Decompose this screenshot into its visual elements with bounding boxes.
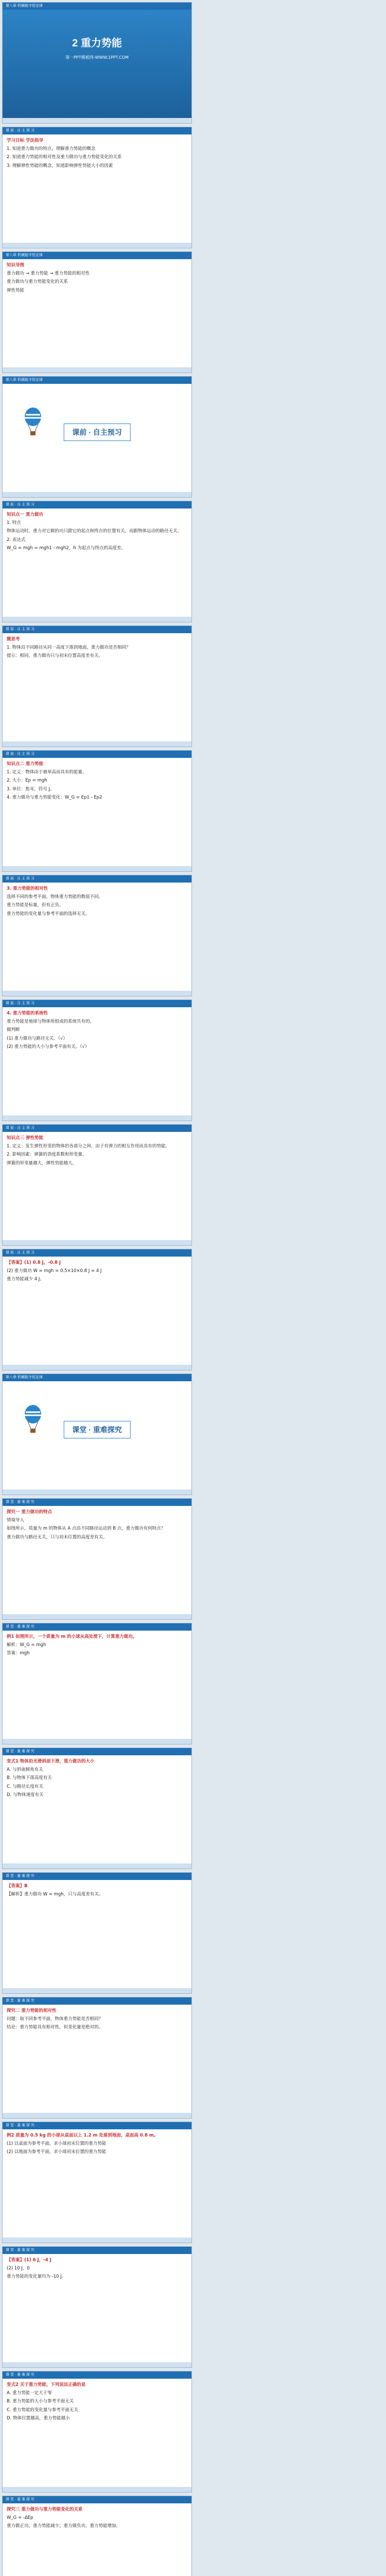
slide-text-line: 重力势能减少 4 J。 (7, 1277, 44, 1282)
slide-text-line: 例2 质量为 0.5 kg 的小球从桌面以上 1.2 m 处落到地面，桌面高 0.8 m。 (7, 2133, 159, 2138)
slide-body (3, 2005, 191, 2114)
slide-text-line: 重力势能是地球与物体所组成的系统共有的。 (7, 1019, 95, 1025)
slide-text-line: 重力做正功，重力势能减少；重力做负功，重力势能增加。 (7, 2523, 121, 2529)
slide-text-line: B. 重力势能的大小与参考平面无关 (7, 2399, 74, 2404)
slide-footer (3, 2362, 191, 2367)
slide-header-bar: 课 堂 · 重 难 探 究 (3, 1623, 191, 1631)
slide-text-line: 重力做功与路径无关，只与初末位置的高度差有关。 (7, 1534, 108, 1540)
slide-text-line: (1) 重力做功与路径无关。（√） (7, 1036, 67, 1041)
slide-body (3, 758, 191, 867)
slide-text-line: 问题：取不同参考平面，物体重力势能是否相同？ (7, 2016, 103, 2022)
slide-footer (3, 1489, 191, 1495)
slide-1 (2, 2, 192, 124)
slide-6 (2, 625, 192, 747)
slide-text-line: W_G = -ΔEp (7, 2515, 33, 2521)
slide-text-line: 变式2 关于重力势能，下列说法正确的是 (7, 2382, 86, 2387)
slide-header-bar: 课 前 · 自 主 预 习 (3, 875, 191, 883)
slide-16 (2, 1872, 192, 1994)
slide-header-bar: 第八章 机械能守恒定律 (3, 252, 191, 259)
slide-text-line: 1. 特点 (7, 520, 21, 526)
slide-body (3, 134, 191, 244)
slide-body (3, 1007, 191, 1116)
slide-text-line: 2. 表达式 (7, 537, 26, 543)
slide-footer (3, 367, 191, 372)
slide-text-line: D. 物体位置越高，重力势能越小 (7, 2415, 70, 2421)
slide-14 (2, 1623, 192, 1744)
slide-footer (3, 1863, 191, 1869)
slide-footer (3, 866, 191, 871)
slide-11 (2, 1249, 192, 1370)
slide-text-line: 提示：相同，重力做功只与初末位置高度差有关。 (7, 653, 103, 659)
slide-body (3, 2254, 191, 2363)
slide-text-line: 3. 理解弹性势能的概念，知道影响弹性势能大小的因素 (7, 163, 113, 168)
slide-footer (3, 2113, 191, 2118)
slide-body (3, 1506, 191, 1615)
slide-header-bar: 课 堂 · 重 难 探 究 (3, 2247, 191, 2254)
slide-text-line: 变式1 物体沿光滑斜面下滑，重力做功的大小 (7, 1759, 95, 1764)
slide-text-line: C. 与路径长度有关 (7, 1784, 43, 1789)
slide-text-line: 情境导入 (7, 1518, 25, 1523)
slide-text-line: 探究一 重力做功的特点 (7, 1510, 52, 1515)
slide-text-line: 弹簧的形变量越大，弹性势能越大。 (7, 1160, 77, 1166)
slide-text-line: A. 与斜面倾角有关 (7, 1767, 43, 1773)
slide-header-bar: 课 堂 · 重 难 探 究 (3, 2371, 191, 2379)
slide-footer (3, 1240, 191, 1245)
slide-header-bar: 课 堂 · 重 难 探 究 (3, 2122, 191, 2129)
slide-text-line: 结论：重力势能具有相对性，但变化量是绝对的。 (7, 2025, 103, 2030)
slide-header-bar: 课 堂 · 重 难 探 究 (3, 2496, 191, 2503)
slide-body (3, 509, 191, 618)
slide-body (3, 633, 191, 742)
slide-body (3, 883, 191, 992)
slide-footer (3, 1365, 191, 1370)
slide-footer (3, 2487, 191, 2492)
slide-text-line: (2) 重力势能的大小与参考平面有关。（√） (7, 1044, 90, 1049)
slide-text-line: 探究二 重力势能的相对性 (7, 2008, 57, 2013)
slide-7 (2, 750, 192, 872)
slide-footer (3, 1739, 191, 1744)
slide-text-line: A. 重力势能一定大于零 (7, 2391, 52, 2396)
slide-body (3, 1132, 191, 1241)
slide-header-bar: 课 前 · 自 主 预 习 (3, 626, 191, 633)
cover-title: 2 重力势能 (72, 38, 122, 49)
slide-text-line: 物体运动时，重力对它做的功只跟它的起点和终点的位置有关，而跟物体运动的路径无关。 (7, 529, 182, 534)
slide-2 (2, 127, 192, 248)
slide-header-bar: 第八章 机械能守恒定律 (3, 3, 191, 10)
slide-body (3, 1257, 191, 1366)
slide-body (3, 2129, 191, 2239)
slide-text-line: 【答案】(1) 0.8 J，-0.8 J (7, 1260, 61, 1265)
slide-header-bar: 课 堂 · 重 难 探 究 (3, 1997, 191, 2005)
slide-18 (2, 2122, 192, 2243)
slide-body (3, 259, 191, 368)
slide-text-line: 例1 如图所示，一个质量为 m 的小球从高处滑下，计算重力做功。 (7, 1634, 137, 1639)
slide-10 (2, 1124, 192, 1246)
slide-text-line: 1. 定义：发生弹性形变的物体的各部分之间，由于有弹力的相互作用而具有的势能。 (7, 1144, 170, 1149)
slide-footer (3, 617, 191, 622)
slide-body (3, 2379, 191, 2488)
slide-header-bar: 课 前 · 自 主 预 习 (3, 501, 191, 509)
slide-3 (2, 251, 192, 373)
slide-21 (2, 2496, 192, 2576)
slide-text-line: 微判断 (7, 1027, 20, 1033)
slide-header-bar: 课 前 · 自 主 预 习 (3, 127, 191, 134)
slide-footer (3, 1988, 191, 1993)
slide-text-line: 如图所示，质量为 m 的物体从 A 点沿不同路径运动到 B 点，重力做功有何特点？ (7, 1526, 166, 1532)
slide-text-line: D. 与物体速度有关 (7, 1792, 44, 1798)
slide-5 (2, 501, 192, 622)
slide-text-line: (2) 以地面为参考平面，求小球初末位置的重力势能 (7, 2149, 107, 2155)
slide-4 (2, 376, 192, 498)
balloon-icon (23, 1405, 43, 1436)
slide-header-bar: 课 前 · 自 主 预 习 (3, 1249, 191, 1257)
slide-text-line: 【答案】(1) 6 J，-4 J (7, 2258, 51, 2263)
slide-footer (3, 118, 191, 123)
slide-text-line: 弹性势能 (7, 287, 25, 293)
slide-20 (2, 2371, 192, 2493)
slide-header-bar: 课 前 · 自 主 预 习 (3, 751, 191, 758)
slide-header-bar: 课 堂 · 重 难 探 究 (3, 1873, 191, 1880)
section-title: 课堂 · 重难探究 (63, 1421, 130, 1438)
slide-text-line: 3. 单位：焦耳，符号 J。 (7, 786, 55, 792)
slide-header-bar: 课 前 · 自 主 预 习 (3, 1125, 191, 1132)
slide-text-line: 学习目标 学法指导 (7, 138, 43, 143)
slide-text-line: 【答案】B (7, 1884, 28, 1889)
slide-text-line: 重力势能的变化量与参考平面的选择无关。 (7, 911, 90, 917)
slide-header-bar: 第八章 机械能守恒定律 (3, 1374, 191, 1381)
slide-header-bar: 课 前 · 自 主 预 习 (3, 1000, 191, 1007)
slide-footer (3, 492, 191, 497)
slide-text-line: 答案：mgh (7, 1651, 30, 1656)
slide-text-line: 1. 知道重力做功的特点，理解重力势能的概念 (7, 146, 96, 152)
slide-19 (2, 2246, 192, 2368)
slide-text-line: W_G = mgh = mgh1 - mgh2，h 为起点与终点的高度差。 (7, 545, 126, 551)
slide-text-line: (1) 以桌面为参考平面，求小球初末位置的重力势能 (7, 2141, 107, 2147)
slide-17 (2, 1997, 192, 2119)
slide-footer (3, 741, 191, 747)
slide-footer (3, 1614, 191, 1619)
slide-body (3, 2503, 191, 2576)
slide-13 (2, 1498, 192, 1620)
slide-header-bar: 课 堂 · 重 难 探 究 (3, 1499, 191, 1506)
slide-text-line: 重力做功 → 重力势能 → 重力势能的相对性 (7, 271, 90, 277)
slide-text-line: 选择不同的参考平面，物体重力势能的数值不同。 (7, 894, 103, 900)
slide-footer (3, 243, 191, 248)
slide-text-line: 4. 重力做功与重力势能变化：W_G = Ep1 - Ep2 (7, 794, 102, 800)
slide-text-line: 3. 重力势能的相对性 (7, 886, 48, 891)
slide-text-line: 知识点三 弹性势能 (7, 1136, 43, 1141)
slide-text-line: 微思考 (7, 637, 20, 642)
slide-text-line: 2. 大小：Ep = mgh (7, 778, 47, 784)
slide-text-line: 1. 定义：物体由于被举高而具有的能量。 (7, 770, 87, 775)
slide-text-line: 知识点一 重力做功 (7, 512, 43, 517)
slide-header-bar: 第八章 机械能守恒定律 (3, 377, 191, 384)
cover-subtitle: 第一PPT模板网-WWW.1PPT.COM (65, 55, 129, 60)
slide-text-line: 2. 知道重力势能的相对性及重力做功与重力势能变化的关系 (7, 155, 122, 160)
slide-9 (2, 999, 192, 1121)
slide-body (3, 1631, 191, 1740)
slide-body (3, 1880, 191, 1989)
slide-text-line: C. 重力势能的变化量与参考平面无关 (7, 2407, 78, 2413)
slide-text-line: 1. 物体沿不同路径从同一高度下落到地面，重力做功是否相同？ (7, 645, 131, 651)
slide-footer (3, 2238, 191, 2243)
slide-12 (2, 1374, 192, 1495)
slide-text-line: 知识导图 (7, 263, 25, 268)
slide-text-line: 探究三 重力做功与重力势能变化的关系 (7, 2507, 83, 2512)
slide-text-line: 4. 重力势能的系统性 (7, 1011, 48, 1016)
slide-footer (3, 991, 191, 996)
slide-text-line: 解析：W_G = mgh (7, 1642, 46, 1648)
slide-text-line: 重力做功与重力势能变化的关系 (7, 279, 68, 285)
slide-text-line: B. 与物体下落高度有关 (7, 1775, 52, 1781)
slide-text-line: 知识点二 重力势能 (7, 761, 43, 767)
slide-body (3, 1755, 191, 1865)
balloon-icon (23, 408, 43, 438)
slide-footer (3, 1115, 191, 1121)
slide-header-bar: 课 堂 · 重 难 探 究 (3, 1748, 191, 1755)
slide-text-line: (2) 重力做功 W = mgh = 0.5×10×0.8 J = 4 J (7, 1268, 102, 1274)
slide-15 (2, 1748, 192, 1869)
slide-text-line: 重力势能的变化量均为 -10 J。 (7, 2274, 66, 2280)
section-title: 课前 · 自主预习 (63, 423, 130, 441)
slide-text-line: 【解析】重力做功 W = mgh，只与高度差有关。 (7, 1892, 103, 1897)
slide-text-line: 重力势能是标量，但有正负。 (7, 903, 64, 908)
slide-text-line: 2. 影响因素：弹簧的劲度系数和形变量。 (7, 1152, 87, 1158)
slide-8 (2, 875, 192, 996)
slide-text-line: (2) 10 J，0 (7, 2266, 30, 2272)
